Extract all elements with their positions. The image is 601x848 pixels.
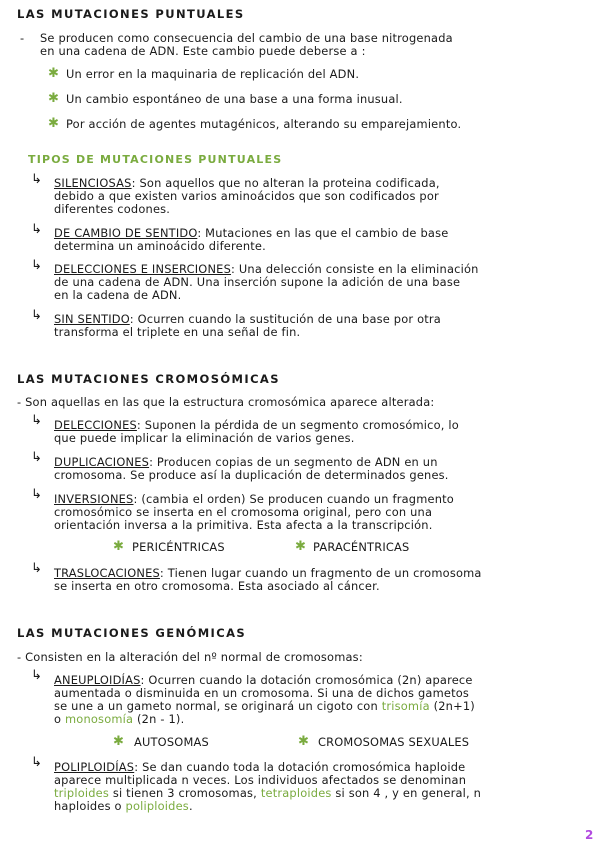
star-bullet-icon: ✱ — [113, 539, 125, 554]
star-bullet-icon: ✱ — [113, 734, 125, 749]
bullet-text: Por acción de agentes mutagénicos, alterando su emparejamiento. — [66, 117, 462, 131]
aneuploidia-type: AUTOSOMAS — [134, 735, 209, 749]
star-bullet-icon: ✱ — [48, 116, 60, 131]
arrow-icon: ↳ — [31, 450, 43, 465]
subsection-title-tipos: TIPOS DE MUTACIONES PUNTUALES — [28, 153, 283, 166]
item-aneuploidias: ANEUPLOIDÍAS: Ocurren cuando la dotación cromosómica (2n) aparece — [54, 673, 473, 687]
triploides-term: triploides — [54, 786, 110, 800]
item-line: triploides si tienen 3 cromosomas, tetraploides si son 4 , y en general, n — [54, 786, 482, 800]
item-traslocaciones: TRASLOCACIONES: Tienen lugar cuando un fragmento de un cromosoma — [54, 566, 482, 580]
arrow-icon: ↳ — [31, 561, 43, 576]
arrow-icon: ↳ — [31, 222, 43, 237]
arrow-icon: ↳ — [31, 668, 43, 683]
item-poliploidias: POLIPLOIDÍAS: Se dan cuando toda la dotación cromosómica haploide — [54, 760, 466, 774]
bullet-text: Un error en la maquinaria de replicación del ADN. — [66, 67, 360, 81]
item-duplicaciones: DUPLICACIONES: Producen copias de un segmento de ADN en un — [54, 455, 438, 469]
star-bullet-icon: ✱ — [48, 91, 60, 106]
type-line: en la cadena de ADN. — [54, 288, 182, 302]
section-title-cromosomicas: LAS MUTACIONES CROMOSÓMICAS — [17, 372, 280, 386]
arrow-icon: ↳ — [31, 258, 43, 273]
page-number: 2 — [585, 828, 594, 842]
item-line: cromosómico se inserta en el cromosoma original, pero con una — [54, 505, 433, 519]
type-line: debido a que existen varios aminoácidos que son codificados por — [54, 189, 439, 203]
item-line: aumentada o disminuida en un cromosoma. Si una de dichos gametos — [54, 686, 470, 700]
type-item-cambio-sentido: DE CAMBIO DE SENTIDO: Mutaciones en las que el cambio de base — [54, 226, 449, 240]
monosomia-term: monosomía — [65, 712, 134, 726]
item-line: aparece multiplicada n veces. Los individuos afectados se denominan — [54, 773, 467, 787]
type-line: de una cadena de ADN. Una inserción supone la adición de una base — [54, 275, 461, 289]
bullet-text: Un cambio espontáneo de una base a una forma inusual. — [66, 92, 403, 106]
type-line: diferentes codones. — [54, 202, 171, 216]
arrow-icon: ↳ — [31, 413, 43, 428]
type-item-delecciones: DELECCIONES E INSERCIONES: Una delección consiste en la eliminación — [54, 262, 479, 276]
item-line: cromosoma. Se produce así la duplicación de determinados genes. — [54, 468, 449, 482]
star-bullet-icon: ✱ — [295, 539, 307, 554]
trisomia-term: trisomía — [381, 699, 430, 713]
arrow-icon: ↳ — [31, 308, 43, 323]
item-line: se une a un gameto normal, se originará un cigoto con trisomía (2n+1) — [54, 699, 475, 713]
star-bullet-icon: ✱ — [298, 734, 310, 749]
intro-line: Se producen como consecuencia del cambio de una base nitrogenada — [40, 31, 453, 45]
intro-line: - Son aquellas en las que la estructura cromosómica aparece alterada: — [17, 395, 435, 409]
aneuploidia-type: CROMOSOMAS SEXUALES — [318, 735, 470, 749]
tetraploides-term: tetraploides — [260, 786, 332, 800]
intro-line: - Consisten en la alteración del nº normal de cromosomas: — [17, 650, 363, 664]
inversion-type: PARACÉNTRICAS — [313, 540, 410, 554]
type-line: determina un aminoácido diferente. — [54, 239, 266, 253]
section-title-puntuales: LAS MUTACIONES PUNTUALES — [17, 7, 245, 21]
dash: - — [20, 31, 25, 45]
star-bullet-icon: ✱ — [48, 66, 60, 81]
item-line: haploides o poliploides. — [54, 799, 193, 813]
item-delecciones: DELECCIONES: Suponen la pérdida de un segmento cromosómico, lo — [54, 418, 459, 432]
intro-line: en una cadena de ADN. Este cambio puede deberse a : — [40, 44, 366, 58]
type-item-silenciosas: SILENCIOSAS: Son aquellos que no alteran la proteina codificada, — [54, 176, 440, 190]
item-line: que puede implicar la eliminación de varios genes. — [54, 431, 355, 445]
section-title-genomicas: LAS MUTACIONES GENÓMICAS — [17, 626, 247, 640]
inversion-type: PERICÉNTRICAS — [132, 540, 225, 554]
item-line: orientación inversa a la primitiva. Esta afecta a la transcripción. — [54, 518, 433, 532]
item-inversiones: INVERSIONES: (cambia el orden) Se producen cuando un fragmento — [54, 492, 454, 506]
type-item-sin-sentido: SIN SENTIDO: Ocurren cuando la sustitución de una base por otra — [54, 312, 441, 326]
arrow-icon: ↳ — [31, 172, 43, 187]
item-line: se inserta en otro cromosoma. Esta asociado al cáncer. — [54, 579, 380, 593]
type-line: transforma el triplete en una señal de fin. — [54, 325, 301, 339]
item-line: o monosomía (2n - 1). — [54, 712, 185, 726]
arrow-icon: ↳ — [31, 755, 43, 770]
arrow-icon: ↳ — [31, 487, 43, 502]
poliploides-term: poliploides — [125, 799, 189, 813]
